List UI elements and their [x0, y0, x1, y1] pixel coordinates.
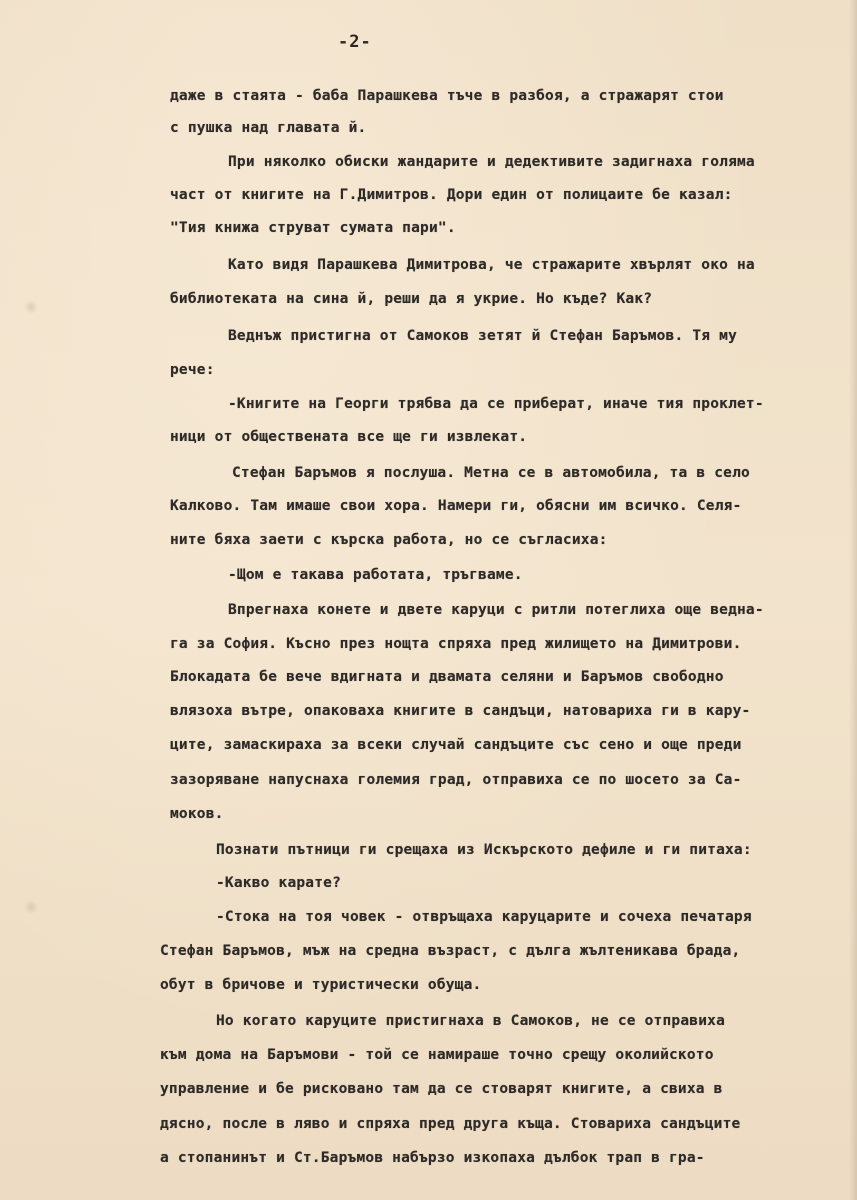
text-line: -Книгите на Георги трябва да се приберат, иначе тия проклет- — [228, 396, 764, 412]
punch-hole-mark — [24, 900, 38, 914]
text-line: ници от обществената все ще ги извлекат. — [170, 429, 528, 445]
text-line: Блокадата бе вече вдигната и двамата селяни и Баръмов свободно — [170, 669, 724, 685]
text-line: Познати пътници ги срещаха из Искърското дефиле и ги питаха: — [216, 842, 752, 858]
text-line: рече: — [170, 362, 215, 378]
punch-hole-mark — [24, 300, 38, 314]
text-line: а стопанинът и Ст.Баръмов набързо изкопаха дълбок трап в гра- — [160, 1150, 705, 1166]
text-line: Като видя Парашкева Димитрова, че стражарите хвърлят око на — [228, 257, 755, 273]
text-line: към дома на Баръмови - той се намираше точно срещу околийското — [160, 1047, 714, 1063]
text-line: Но когато каруците пристигнаха в Самоков, не се отправиха — [216, 1013, 725, 1029]
text-line: моков. — [170, 806, 224, 822]
text-line: с пушка над главата й. — [170, 120, 367, 136]
text-line: Стефан Баръмов, мъж на средна възраст, с дълга жълтеникава брада, — [160, 943, 741, 959]
text-line: даже в стаята - баба Парашкева тъче в разбоя, а стражарят стои — [170, 88, 724, 104]
text-line: "Тия книжа струват сумата пари". — [170, 220, 456, 236]
text-line: зазоряване напуснаха големия град, отправиха се по шосето за Са- — [170, 772, 742, 788]
text-line: -Какво карате? — [216, 875, 342, 891]
text-line: ните бяха заети с кърска работа, но се съгласиха: — [170, 532, 608, 548]
text-line: Калково. Там имаше свои хора. Намери ги, обясни им всичко. Селя- — [170, 498, 742, 514]
text-line: Стефан Баръмов я послуша. Метна се в автомобила, та в село — [232, 465, 750, 481]
text-line: обут в бричове и туристически обуща. — [160, 977, 482, 993]
text-line: -Щом е такава работата, тръгваме. — [228, 567, 523, 583]
page-edge-shadow — [849, 0, 857, 1200]
text-line: га за София. Късно през нощта спряха пред жилището на Димитрови. — [170, 636, 742, 652]
text-line: влязоха вътре, опаковаха книгите в сандъци, натовариха ги в кару- — [170, 703, 751, 719]
text-line: част от книгите на Г.Димитров. Дори един от полицаите бе казал: — [170, 187, 733, 203]
page-number: -2- — [338, 32, 372, 52]
text-line: При няколко обиски жандарите и дедективите задигнаха голяма — [228, 154, 755, 170]
text-line: -Стока на тоя човек - отвръщаха каруцарите и сочеха печатаря — [216, 909, 752, 925]
text-line: управление и бе рисковано там да се стоварят книгите, а свиха в — [160, 1081, 723, 1097]
text-line: Веднъж пристигна от Самоков зетят й Стефан Баръмов. Тя му — [228, 328, 737, 344]
text-line: Впрегнаха конете и двете каруци с ритли потеглиха още ведна- — [228, 602, 764, 618]
text-line: дясно, после в ляво и спряха пред друга къща. Стовариха сандъците — [160, 1116, 741, 1132]
text-line: библиотеката на сина й, реши да я укрие. Но къде? Как? — [170, 291, 653, 307]
text-line: ците, замаскираха за всеки случай сандъците със сено и още преди — [170, 737, 742, 753]
